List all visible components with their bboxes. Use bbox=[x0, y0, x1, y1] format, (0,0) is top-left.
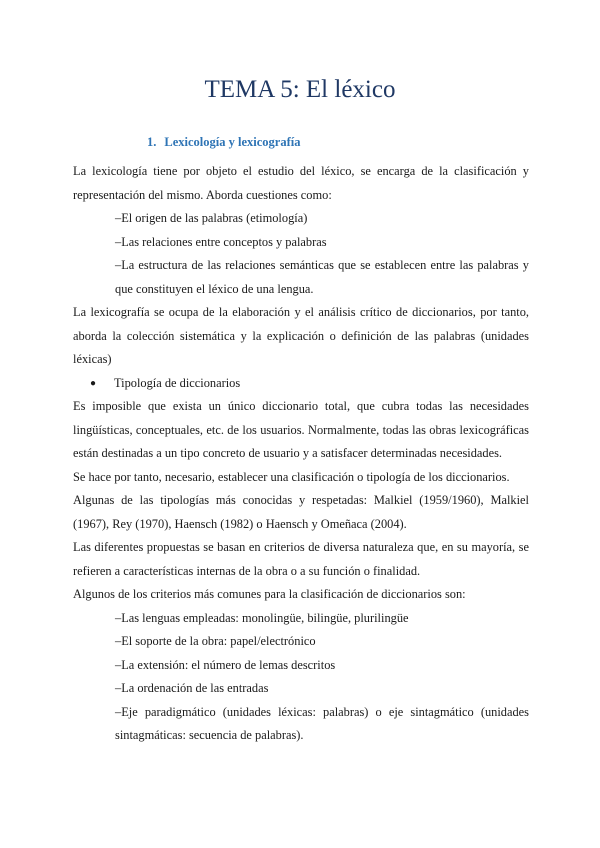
section-number: 1. bbox=[147, 135, 157, 149]
list-item: –El origen de las palabras (etimología) bbox=[115, 211, 308, 225]
paragraph-diccionario-total: Es imposible que exista un único diccionario total, que cubra todas las necesidades lingüísticas, conceptuales, etc. de los usuarios. Normalmente, todas las obras lexicográficas están destinadas a un tipo concreto de usuario y a satisfacer determinadas necesidades. bbox=[73, 399, 529, 460]
paragraph-lexicologia: La lexicología tiene por objeto el estudio del léxico, se encarga de la clasificación y representación del mismo. Aborda cuestiones como: bbox=[73, 164, 529, 202]
bullet-icon: ● bbox=[90, 377, 97, 389]
list-item: –Eje paradigmático (unidades léxicas: palabras) o eje sintagmático (unidades sintagmáticas: secuencia de palabras). bbox=[115, 704, 529, 742]
list-item: –El soporte de la obra: papel/electrónico bbox=[115, 634, 316, 648]
criterios-list bbox=[73, 607, 529, 748]
paragraph-tipologias: Algunas de las tipologías más conocidas y respetadas: Malkiel (1959/1960), Malkiel (1967), Rey (1970), Haensch (1982) o Haensch y Omeñaca (2004). bbox=[73, 493, 529, 531]
list-item: –Las lenguas empleadas: monolingüe, bilingüe, plurilingüe bbox=[115, 610, 409, 625]
lexicologia-list bbox=[73, 207, 529, 301]
paragraph-lexicografia: La lexicografía se ocupa de la elaboración y el análisis crítico de diccionarios, por tanto, aborda la colección sistemática y la explicación o definición de las palabras (unidades léxicas) bbox=[73, 305, 529, 366]
section-heading bbox=[147, 135, 300, 150]
list-item: –Las relaciones entre conceptos y palabras bbox=[115, 234, 327, 249]
document-title: TEMA 5: El léxico bbox=[204, 76, 396, 103]
list-item: –La ordenación de las entradas bbox=[115, 681, 269, 695]
bullet-label: Tipología de diccionarios bbox=[114, 375, 241, 390]
list-item: –La extensión: el número de lemas descritos bbox=[115, 657, 336, 672]
paragraph-clasificacion: Se hace por tanto, necesario, establecer una clasificación o tipología de los diccionarios. bbox=[73, 469, 510, 484]
section-heading-text: Lexicología y lexicografía bbox=[164, 135, 301, 149]
document-body bbox=[73, 160, 529, 748]
bullet-tipologia bbox=[73, 372, 529, 396]
list-item: –La estructura de las relaciones semánticas que se establecen entre las palabras y que constituyen el léxico de una lengua. bbox=[115, 258, 529, 296]
paragraph-criterios: Algunos de los criterios más comunes para la clasificación de diccionarios son: bbox=[73, 587, 466, 601]
paragraph-propuestas: Las diferentes propuestas se basan en criterios de diversa naturaleza que, en su mayoría, se refieren a características internas de la obra o a su función o finalidad. bbox=[73, 540, 529, 578]
